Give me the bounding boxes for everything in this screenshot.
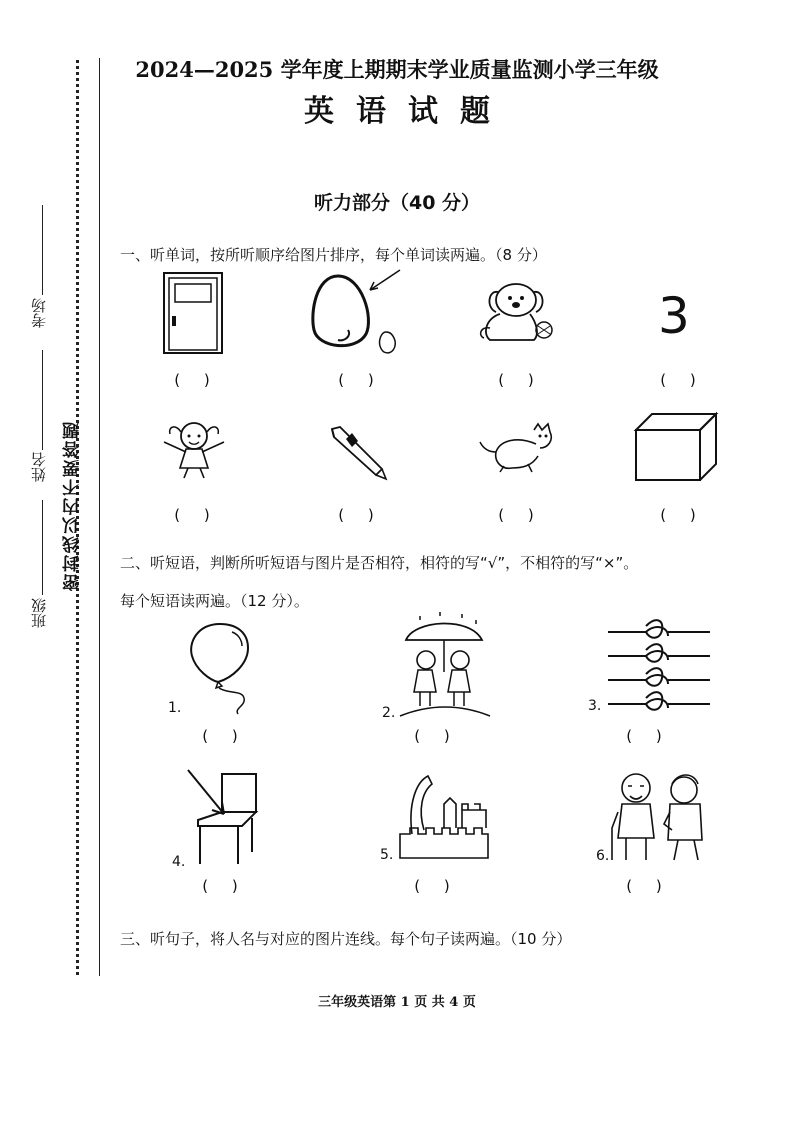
q2-item-3-number: 3.: [588, 698, 602, 714]
q2-item-1-number: 1.: [168, 700, 182, 716]
exam-room-rule: [42, 205, 43, 295]
door-picture: [163, 272, 223, 358]
class-rule: [42, 500, 43, 595]
q2-item-2-number: 2.: [382, 705, 396, 721]
q1-blank-1[interactable]: ( ): [174, 371, 210, 389]
q2-blank-2[interactable]: ( ): [414, 727, 450, 745]
knotted-ropes-picture: [606, 614, 712, 718]
egg-picture: [308, 268, 408, 362]
q1-blank-5[interactable]: ( ): [174, 506, 210, 524]
q2-blank-3[interactable]: ( ): [626, 727, 662, 745]
q1-blank-4[interactable]: ( ): [660, 371, 696, 389]
number-three-picture: 3: [658, 287, 690, 345]
name-rule: [42, 350, 43, 450]
q2-item-5-number: 5.: [380, 847, 394, 863]
kids-under-umbrella-picture: [400, 612, 490, 724]
q2-instruction-line1: 二、听短语，判断所听短语与图片是否相符，相符的写“√”，不相符的写“×”。: [120, 554, 639, 572]
q2-blank-6[interactable]: ( ): [626, 877, 662, 895]
q2-blank-5[interactable]: ( ): [414, 877, 450, 895]
q2-item-4-number: 4.: [172, 854, 186, 870]
girl-picture: [156, 418, 232, 484]
exam-room-label: 考场: [30, 298, 48, 328]
listening-heading: 听力部分（40 分）: [313, 192, 481, 214]
class-label: 班级: [30, 598, 48, 628]
page-footer: 三年级英语第 1 页 共 4 页: [318, 995, 476, 1010]
q1-blank-2[interactable]: ( ): [338, 371, 374, 389]
great-wall-picture: [398, 774, 490, 864]
pen-picture: [326, 425, 392, 485]
q3-instruction: 三、听句子，将人名与对应的图片连线。每个句子读两遍。（10 分）: [120, 930, 572, 948]
exam-subject: 英语试题: [304, 94, 512, 129]
box-picture: [634, 412, 718, 486]
q1-blank-6[interactable]: ( ): [338, 506, 374, 524]
q1-instruction: 一、听单词，按所听顺序给图片排序，每个单词读两遍。（8 分）: [120, 246, 547, 264]
chair-with-arrow-picture: [184, 768, 264, 870]
grandparents-picture: [608, 768, 710, 868]
dog-picture: [474, 278, 556, 354]
q2-blank-1[interactable]: ( ): [202, 727, 238, 745]
q1-blank-7[interactable]: ( ): [498, 506, 534, 524]
cat-picture: [478, 422, 556, 478]
exam-title: 2024—2025 学年度上期期末学业质量监测小学三年级: [135, 57, 659, 82]
q1-blank-8[interactable]: ( ): [660, 506, 696, 524]
balloon-picture: [186, 620, 266, 720]
q1-blank-3[interactable]: ( ): [498, 371, 534, 389]
name-label: 姓名: [30, 452, 48, 482]
q2-blank-4[interactable]: ( ): [202, 877, 238, 895]
q2-item-6-number: 6.: [596, 848, 610, 864]
binding-notice: 密封线以内不要答题: [63, 420, 83, 591]
q2-instruction-line2: 每个短语读两遍。（12 分）。: [120, 592, 309, 610]
